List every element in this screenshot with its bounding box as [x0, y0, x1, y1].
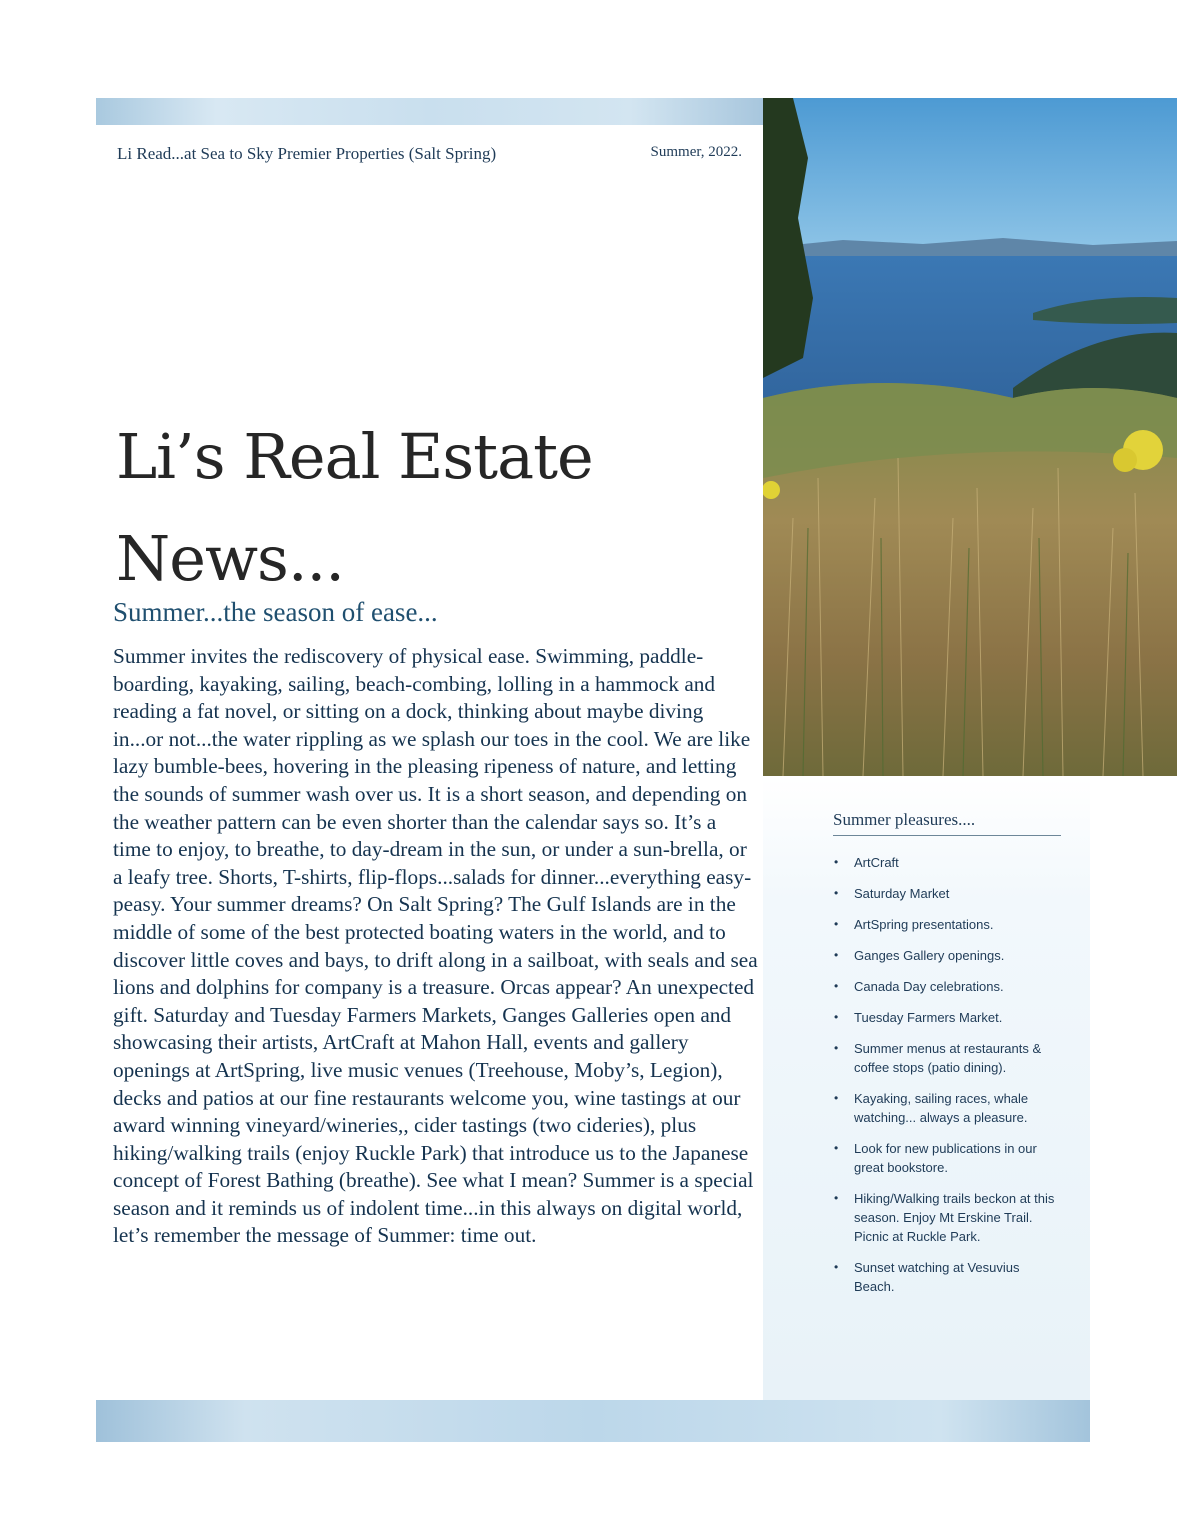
issue-date: Summer, 2022. [650, 144, 742, 160]
list-item: • ArtCraft [834, 855, 899, 870]
bottom-decorative-bar [96, 1400, 1090, 1442]
list-item: • Hiking/Walking trails beckon at this season. Enjoy Mt Erskine Trail. Picnic at Ruckle Park. [834, 1191, 1055, 1244]
article-subtitle: Summer...the season of ease... [113, 597, 438, 627]
list-item: • Kayaking, sailing races, whale watching... always a pleasure. [834, 1091, 1029, 1125]
title-line-1: Li’s Real Estate [116, 420, 593, 493]
bullet-icon: • [834, 1191, 839, 1205]
bullet-icon: • [834, 1091, 839, 1105]
list-item: • Saturday Market [834, 886, 950, 901]
list-item: • Ganges Gallery openings. [834, 948, 1005, 963]
newsletter-title [116, 406, 716, 610]
landscape-illustration [763, 98, 1177, 776]
list-item: • ArtSpring presentations. [834, 917, 994, 932]
list-item: • Canada Day celebrations. [834, 979, 1004, 994]
bullet-icon: • [834, 1141, 839, 1155]
bullet-icon: • [834, 855, 839, 869]
bullet-icon: • [834, 1041, 839, 1055]
list-item: • Tuesday Farmers Market. [834, 1010, 1003, 1025]
article-body: Summer invites the rediscovery of physical ease. Swimming, paddle-boarding, kayaking, sailing, beach-combing, lolling in a hammock and reading a fat novel, or sitting on a dock, thinking about maybe diving in...or not...the water rippling as we splash our toes in the cool. We are like lazy bumble-bees, hovering in the pleasing ripeness of nature, and letting the sounds of summer wash over us. It is a short season, and depending on the weather pattern can be even shorter than the calendar says so. It’s a time to enjoy, to breathe, to day-dream in the sun, or under a sun-brella, or a leafy tree. Shorts, T-shirts, flip-flops...salads for dinner...everything easy-peasy. Your summer dreams? On Salt Spring? The Gulf Islands are in the middle of some of the best protected boating waters in the world, and to discover little coves and bays, to drift along in a sailboat, with seals and sea lions and dolphins for company is a treasure. Orcas appear? An unexpected gift. Saturday and Tuesday Farmers Markets, Ganges Galleries open and showcasing their artists, ArtCraft at Mahon Hall, events and gallery openings at ArtSpring, live music venues (Treehouse, Moby’s, Legion), decks and patios at our fine restaurants welcome you, wine tastings at our award winning vineyard/wineries,, cider tastings (two cideries), plus hiking/walking trails (enjoy Ruckle Park) that introduce us to the Japanese concept of Forest Bathing (breathe). See what I mean? Summer is a special season and it reminds us of indolent time...in this always on digital world, let’s remember the message of Summer: time out. [113, 644, 758, 1248]
bullet-icon: • [834, 917, 839, 931]
bullet-icon: • [834, 948, 839, 962]
bullet-icon: • [834, 1260, 839, 1274]
list-item: • Sunset watching at Vesuvius Beach. [834, 1260, 1020, 1294]
top-decorative-bar [96, 98, 764, 125]
title-line-2: News... [116, 522, 344, 595]
meadow-ocean-photo [763, 98, 1177, 776]
summer-pleasures-list [833, 853, 1061, 1308]
bullet-icon: • [834, 1010, 839, 1024]
list-item: • Summer menus at restaurants & coffee stops (patio dining). [834, 1041, 1042, 1075]
bullet-icon: • [834, 886, 839, 900]
author-line: Li Read...at Sea to Sky Premier Properties (Salt Spring) [117, 144, 497, 163]
list-item: • Look for new publications in our great bookstore. [834, 1141, 1037, 1175]
bullet-icon: • [834, 979, 839, 993]
sidebar-heading: Summer pleasures.... [833, 808, 1061, 836]
